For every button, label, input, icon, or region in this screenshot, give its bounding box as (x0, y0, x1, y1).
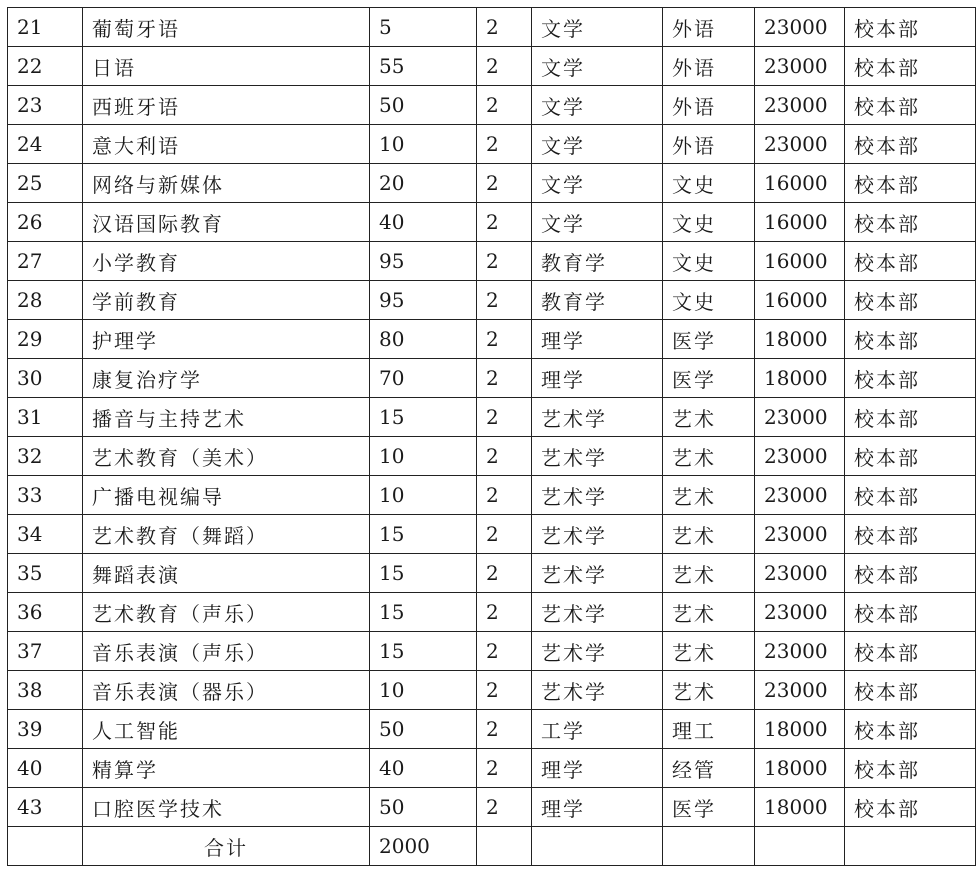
table-row (8, 281, 976, 320)
table-row (8, 398, 976, 437)
category-cell: 艺术 (663, 437, 755, 476)
major-name-cell: 意大利语 (83, 125, 370, 164)
duration-years-cell: 2 (477, 710, 532, 749)
category-cell: 文史 (663, 164, 755, 203)
duration-years-cell: 2 (477, 788, 532, 827)
discipline-cell: 艺术学 (532, 671, 663, 710)
major-name-cell: 音乐表演（器乐） (83, 671, 370, 710)
major-name-cell: 日语 (83, 47, 370, 86)
enrollment-count-cell: 10 (370, 671, 477, 710)
duration-years-cell: 2 (477, 593, 532, 632)
campus-cell: 校本部 (845, 203, 976, 242)
enrollment-count-cell: 55 (370, 47, 477, 86)
enrollment-count-cell: 50 (370, 710, 477, 749)
campus-cell: 校本部 (845, 554, 976, 593)
tuition-cell: 18000 (755, 320, 845, 359)
table-row (8, 593, 976, 632)
table-row (8, 86, 976, 125)
discipline-cell: 教育学 (532, 281, 663, 320)
duration-years-cell: 2 (477, 398, 532, 437)
table-body (8, 7, 976, 827)
tuition-cell: 18000 (755, 788, 845, 827)
total-empty-cell (477, 827, 532, 866)
major-name-cell: 西班牙语 (83, 86, 370, 125)
tuition-cell: 16000 (755, 281, 845, 320)
campus-cell: 校本部 (845, 86, 976, 125)
discipline-cell: 艺术学 (532, 593, 663, 632)
discipline-cell: 理学 (532, 788, 663, 827)
tuition-cell: 23000 (755, 8, 845, 47)
duration-years-cell: 2 (477, 632, 532, 671)
tuition-cell: 23000 (755, 437, 845, 476)
major-name-cell: 艺术教育（声乐） (83, 593, 370, 632)
enrollment-count-cell: 50 (370, 86, 477, 125)
table-row (8, 203, 976, 242)
campus-cell: 校本部 (845, 710, 976, 749)
discipline-cell: 理学 (532, 359, 663, 398)
major-name-cell: 人工智能 (83, 710, 370, 749)
enrollment-count-cell: 15 (370, 554, 477, 593)
duration-years-cell: 2 (477, 281, 532, 320)
category-cell: 外语 (663, 86, 755, 125)
duration-years-cell: 2 (477, 554, 532, 593)
major-name-cell: 小学教育 (83, 242, 370, 281)
table-row (8, 671, 976, 710)
campus-cell: 校本部 (845, 632, 976, 671)
row-number-cell: 38 (8, 671, 83, 710)
enrollment-count-cell: 5 (370, 8, 477, 47)
tuition-cell: 16000 (755, 164, 845, 203)
major-name-cell: 艺术教育（美术） (83, 437, 370, 476)
category-cell: 艺术 (663, 671, 755, 710)
table-row (8, 359, 976, 398)
category-cell: 理工 (663, 710, 755, 749)
major-name-cell: 葡萄牙语 (83, 8, 370, 47)
tuition-cell: 23000 (755, 86, 845, 125)
discipline-cell: 艺术学 (532, 554, 663, 593)
discipline-cell: 文学 (532, 164, 663, 203)
table-row (8, 476, 976, 515)
row-number-cell: 33 (8, 476, 83, 515)
category-cell: 文史 (663, 242, 755, 281)
table-row (8, 8, 976, 47)
category-cell: 外语 (663, 125, 755, 164)
major-name-cell: 舞蹈表演 (83, 554, 370, 593)
tuition-cell: 18000 (755, 359, 845, 398)
enrollment-count-cell: 80 (370, 320, 477, 359)
row-number-cell: 29 (8, 320, 83, 359)
campus-cell: 校本部 (845, 476, 976, 515)
discipline-cell: 艺术学 (532, 476, 663, 515)
enrollment-count-cell: 50 (370, 788, 477, 827)
duration-years-cell: 2 (477, 242, 532, 281)
campus-cell: 校本部 (845, 359, 976, 398)
table-row (8, 710, 976, 749)
row-number-cell: 30 (8, 359, 83, 398)
category-cell: 艺术 (663, 476, 755, 515)
row-number-cell: 22 (8, 47, 83, 86)
row-number-cell: 39 (8, 710, 83, 749)
campus-cell: 校本部 (845, 164, 976, 203)
total-empty-cell (532, 827, 663, 866)
major-name-cell: 艺术教育（舞蹈） (83, 515, 370, 554)
discipline-cell: 文学 (532, 8, 663, 47)
table-row (8, 125, 976, 164)
major-name-cell: 康复治疗学 (83, 359, 370, 398)
major-name-cell: 网络与新媒体 (83, 164, 370, 203)
enrollment-count-cell: 15 (370, 632, 477, 671)
duration-years-cell: 2 (477, 8, 532, 47)
table-row (8, 320, 976, 359)
total-empty-cell (755, 827, 845, 866)
major-name-cell: 播音与主持艺术 (83, 398, 370, 437)
enrollment-table (7, 7, 976, 866)
major-name-cell: 广播电视编导 (83, 476, 370, 515)
major-name-cell: 精算学 (83, 749, 370, 788)
table-row (8, 47, 976, 86)
tuition-cell: 23000 (755, 632, 845, 671)
enrollment-count-cell: 40 (370, 203, 477, 242)
row-number-cell: 31 (8, 398, 83, 437)
category-cell: 外语 (663, 8, 755, 47)
category-cell: 医学 (663, 320, 755, 359)
total-empty-cell (845, 827, 976, 866)
row-number-cell: 32 (8, 437, 83, 476)
enrollment-count-cell: 70 (370, 359, 477, 398)
duration-years-cell: 2 (477, 86, 532, 125)
enrollment-count-cell: 40 (370, 749, 477, 788)
row-number-cell: 43 (8, 788, 83, 827)
category-cell: 医学 (663, 788, 755, 827)
campus-cell: 校本部 (845, 281, 976, 320)
major-name-cell: 学前教育 (83, 281, 370, 320)
tuition-cell: 23000 (755, 125, 845, 164)
discipline-cell: 艺术学 (532, 632, 663, 671)
tuition-cell: 18000 (755, 749, 845, 788)
tuition-cell: 23000 (755, 47, 845, 86)
tuition-cell: 23000 (755, 398, 845, 437)
campus-cell: 校本部 (845, 47, 976, 86)
table-footer (8, 827, 976, 866)
major-name-cell: 音乐表演（声乐） (83, 632, 370, 671)
row-number-cell: 27 (8, 242, 83, 281)
category-cell: 医学 (663, 359, 755, 398)
category-cell: 经管 (663, 749, 755, 788)
total-value: 2000 (370, 827, 477, 866)
discipline-cell: 文学 (532, 86, 663, 125)
total-label: 合计 (83, 827, 370, 866)
row-number-cell: 37 (8, 632, 83, 671)
category-cell: 艺术 (663, 515, 755, 554)
enrollment-count-cell: 95 (370, 242, 477, 281)
category-cell: 艺术 (663, 398, 755, 437)
category-cell: 艺术 (663, 593, 755, 632)
duration-years-cell: 2 (477, 671, 532, 710)
table-row (8, 749, 976, 788)
table-row (8, 554, 976, 593)
tuition-cell: 23000 (755, 554, 845, 593)
campus-cell: 校本部 (845, 398, 976, 437)
major-name-cell: 口腔医学技术 (83, 788, 370, 827)
category-cell: 文史 (663, 281, 755, 320)
category-cell: 艺术 (663, 632, 755, 671)
row-number-cell: 26 (8, 203, 83, 242)
table-row (8, 164, 976, 203)
row-number-cell: 34 (8, 515, 83, 554)
discipline-cell: 文学 (532, 47, 663, 86)
discipline-cell: 理学 (532, 749, 663, 788)
row-number-cell: 25 (8, 164, 83, 203)
duration-years-cell: 2 (477, 164, 532, 203)
row-number-cell: 21 (8, 8, 83, 47)
campus-cell: 校本部 (845, 125, 976, 164)
campus-cell: 校本部 (845, 788, 976, 827)
row-number-cell: 40 (8, 749, 83, 788)
table-row (8, 515, 976, 554)
tuition-cell: 23000 (755, 515, 845, 554)
duration-years-cell: 2 (477, 476, 532, 515)
enrollment-count-cell: 95 (370, 281, 477, 320)
duration-years-cell: 2 (477, 437, 532, 476)
major-name-cell: 汉语国际教育 (83, 203, 370, 242)
discipline-cell: 工学 (532, 710, 663, 749)
table-row (8, 437, 976, 476)
campus-cell: 校本部 (845, 515, 976, 554)
duration-years-cell: 2 (477, 125, 532, 164)
discipline-cell: 文学 (532, 203, 663, 242)
discipline-cell: 教育学 (532, 242, 663, 281)
enrollment-count-cell: 15 (370, 515, 477, 554)
total-empty-cell (663, 827, 755, 866)
discipline-cell: 文学 (532, 125, 663, 164)
table-row (8, 242, 976, 281)
tuition-cell: 16000 (755, 242, 845, 281)
total-row (8, 827, 976, 866)
row-number-cell: 24 (8, 125, 83, 164)
enrollment-count-cell: 20 (370, 164, 477, 203)
row-number-cell: 36 (8, 593, 83, 632)
campus-cell: 校本部 (845, 593, 976, 632)
major-name-cell: 护理学 (83, 320, 370, 359)
tuition-cell: 23000 (755, 671, 845, 710)
row-number-cell: 23 (8, 86, 83, 125)
duration-years-cell: 2 (477, 47, 532, 86)
tuition-cell: 23000 (755, 593, 845, 632)
table-row (8, 632, 976, 671)
campus-cell: 校本部 (845, 320, 976, 359)
row-number-cell: 35 (8, 554, 83, 593)
enrollment-count-cell: 15 (370, 593, 477, 632)
category-cell: 艺术 (663, 554, 755, 593)
tuition-cell: 16000 (755, 203, 845, 242)
duration-years-cell: 2 (477, 359, 532, 398)
enrollment-count-cell: 10 (370, 476, 477, 515)
campus-cell: 校本部 (845, 437, 976, 476)
enrollment-count-cell: 15 (370, 398, 477, 437)
tuition-cell: 18000 (755, 710, 845, 749)
enrollment-count-cell: 10 (370, 125, 477, 164)
campus-cell: 校本部 (845, 8, 976, 47)
discipline-cell: 理学 (532, 320, 663, 359)
campus-cell: 校本部 (845, 749, 976, 788)
duration-years-cell: 2 (477, 320, 532, 359)
campus-cell: 校本部 (845, 671, 976, 710)
tuition-cell: 23000 (755, 476, 845, 515)
row-number-cell: 28 (8, 281, 83, 320)
discipline-cell: 艺术学 (532, 515, 663, 554)
table-row (8, 788, 976, 827)
campus-cell: 校本部 (845, 242, 976, 281)
total-empty-cell (8, 827, 83, 866)
category-cell: 外语 (663, 47, 755, 86)
discipline-cell: 艺术学 (532, 437, 663, 476)
duration-years-cell: 2 (477, 515, 532, 554)
duration-years-cell: 2 (477, 203, 532, 242)
discipline-cell: 艺术学 (532, 398, 663, 437)
enrollment-count-cell: 10 (370, 437, 477, 476)
category-cell: 文史 (663, 203, 755, 242)
duration-years-cell: 2 (477, 749, 532, 788)
